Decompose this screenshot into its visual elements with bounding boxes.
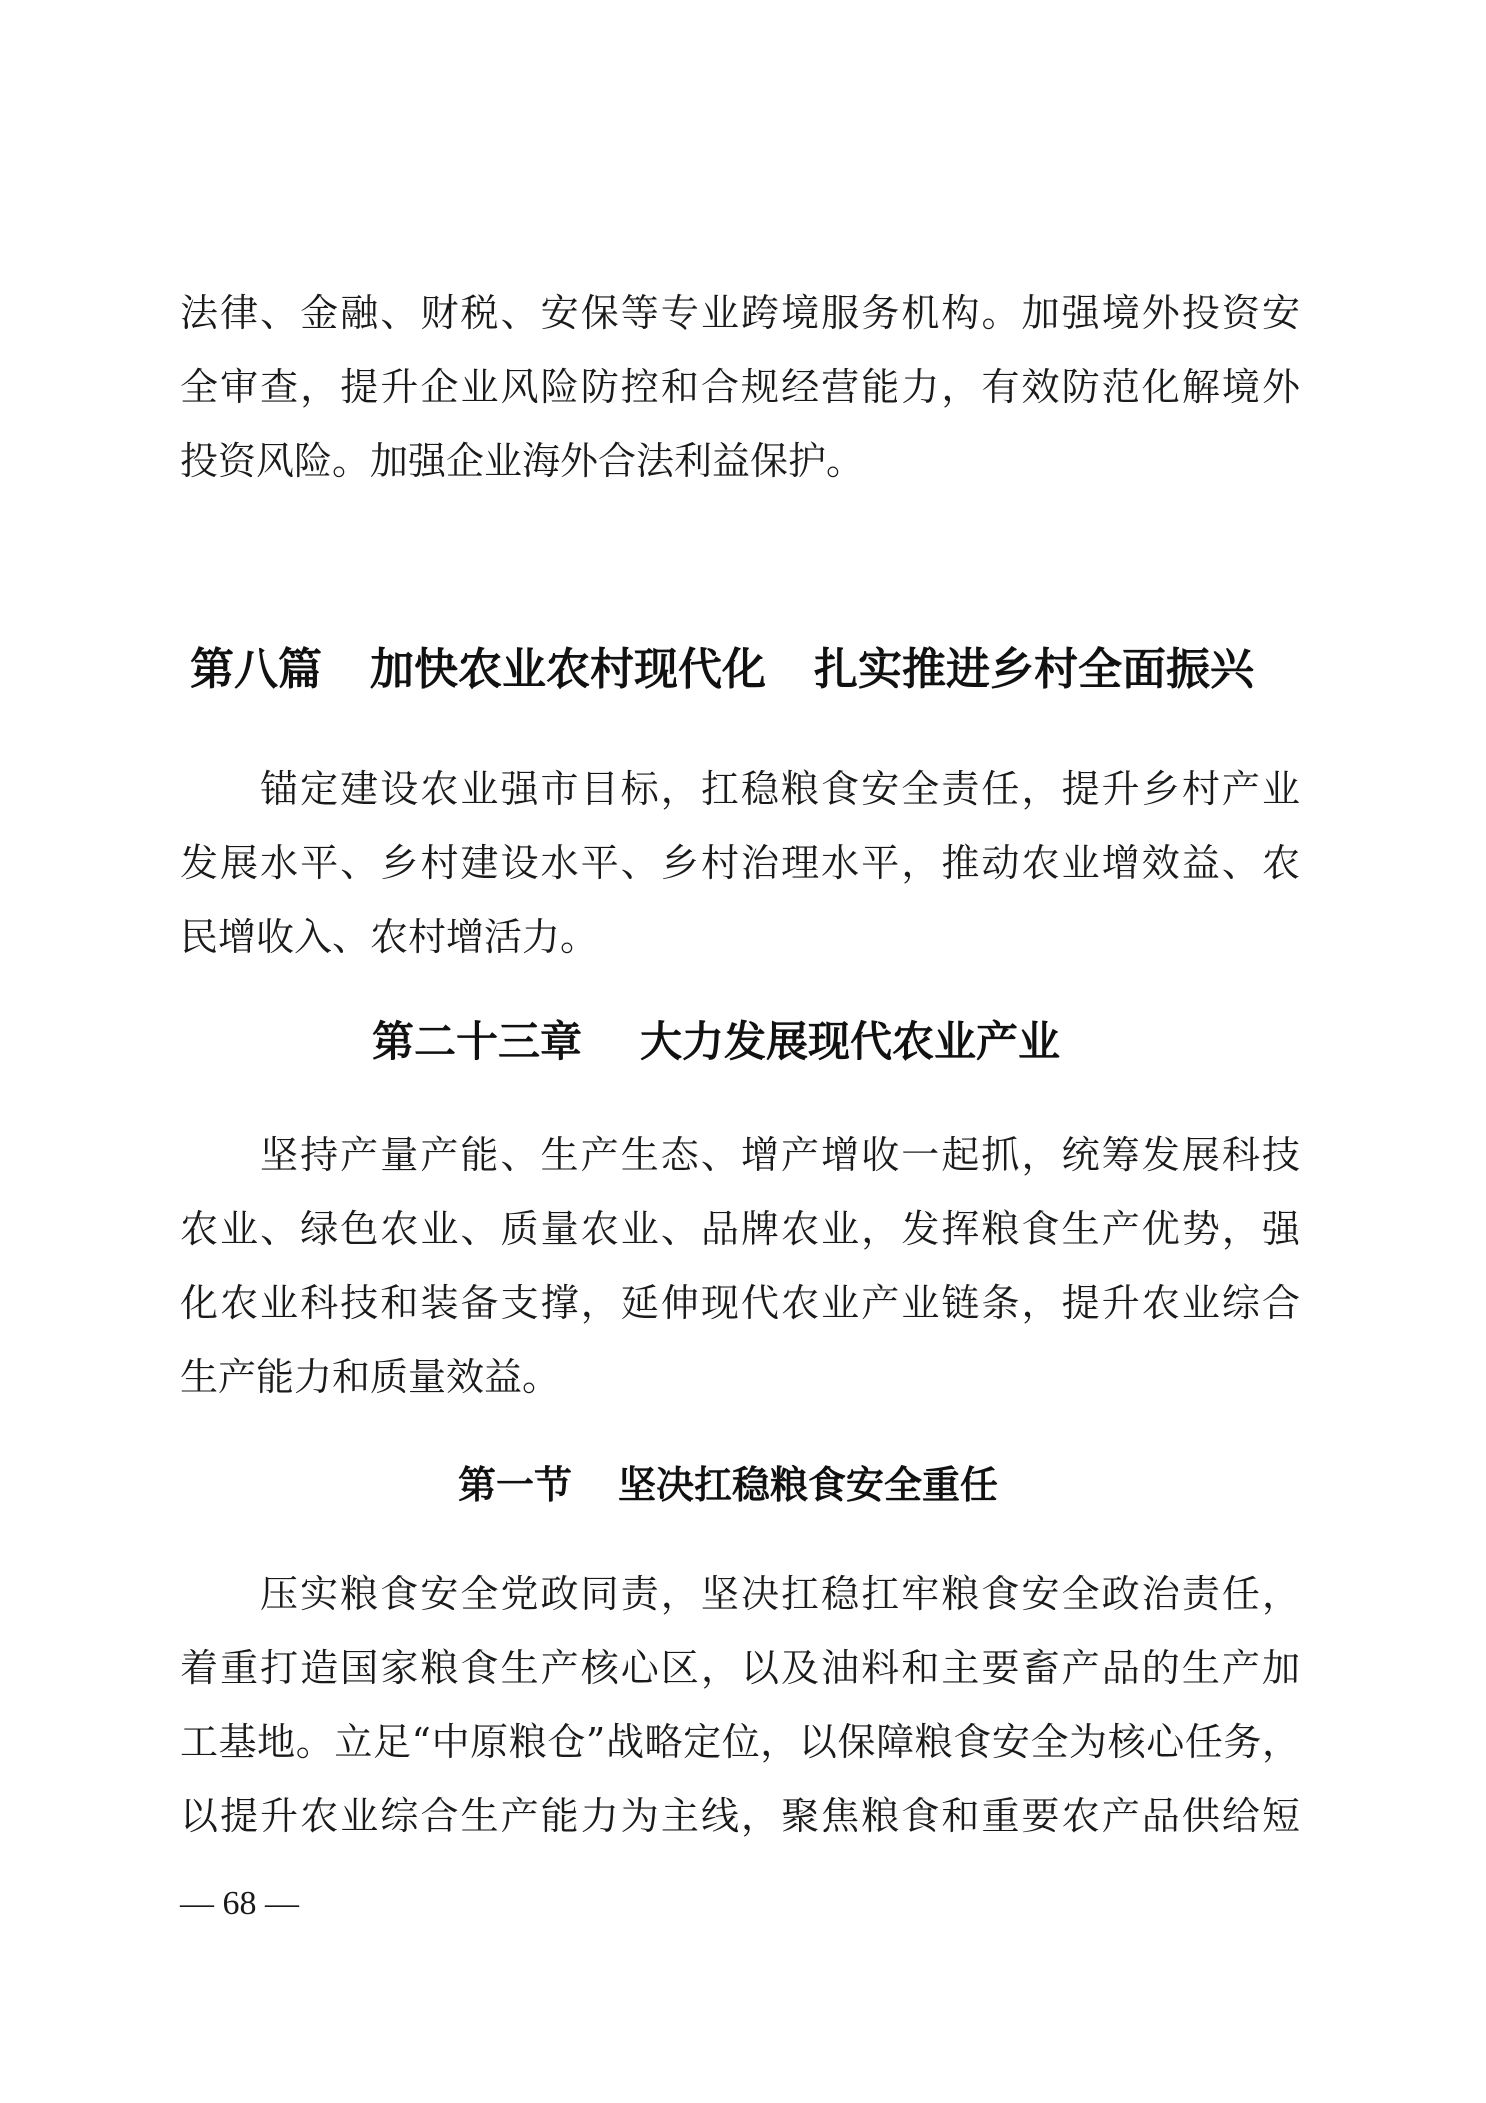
paragraph-line: 着重打造国家粮食生产核心区，以及油料和主要畜产品的生产加 <box>180 1646 1300 1690</box>
part-number: 第八篇 <box>190 644 322 695</box>
part-intro-paragraph <box>180 752 1300 974</box>
section-number: 第一节 <box>458 1463 573 1507</box>
part-title-a: 加快农业农村现代化 <box>370 644 766 695</box>
paragraph-line: 工基地。立足“中原粮仓”战略定位，以保障粮食安全为核心任务， <box>180 1720 1300 1764</box>
paragraph-line: 投资风险。加强企业海外合法利益保护。 <box>180 439 865 483</box>
page-number: — 68 — <box>180 1885 299 1922</box>
paragraph-line: 化农业科技和装备支撑，延伸现代农业产业链条，提升农业综合 <box>180 1281 1300 1325</box>
part-title <box>190 640 1254 700</box>
section-body-paragraph <box>180 1557 1300 1853</box>
paragraph-line: 发展水平、乡村建设水平、乡村治理水平，推动农业增效益、农 <box>180 841 1300 885</box>
paragraph-line: 法律、金融、财税、安保等专业跨境服务机构。加强境外投资安 <box>180 291 1300 335</box>
paragraph-line: 压实粮食安全党政同责，坚决扛稳扛牢粮食安全政治责任， <box>260 1572 1300 1616</box>
chapter-title-text: 大力发展现代农业产业 <box>640 1017 1061 1066</box>
paragraph-line: 锚定建设农业强市目标，扛稳粮食安全责任，提升乡村产业 <box>260 767 1300 811</box>
paragraph-line: 以提升农业综合生产能力为主线，聚焦粮食和重要农产品供给短 <box>180 1794 1300 1838</box>
paragraph-line: 民增收入、农村增活力。 <box>180 915 599 959</box>
paragraph-line: 坚持产量产能、生产生态、增产增收一起抓，统筹发展科技 <box>260 1133 1300 1177</box>
part-title-b: 扎实推进乡村全面振兴 <box>814 644 1254 695</box>
paragraph-line: 生产能力和质量效益。 <box>180 1355 561 1399</box>
paragraph-line: 全审查，提升企业风险防控和合规经营能力，有效防范化解境外 <box>180 365 1300 409</box>
chapter-title <box>372 1012 1060 1072</box>
paragraph-line: 农业、绿色农业、质量农业、品牌农业，发挥粮食生产优势，强 <box>180 1207 1300 1251</box>
section-title-text: 坚决扛稳粮食安全重任 <box>618 1463 999 1507</box>
chapter-number: 第二十三章 <box>372 1017 583 1066</box>
section-title <box>458 1457 998 1513</box>
paragraph-top <box>180 276 1300 498</box>
chapter-intro-paragraph <box>180 1118 1300 1414</box>
